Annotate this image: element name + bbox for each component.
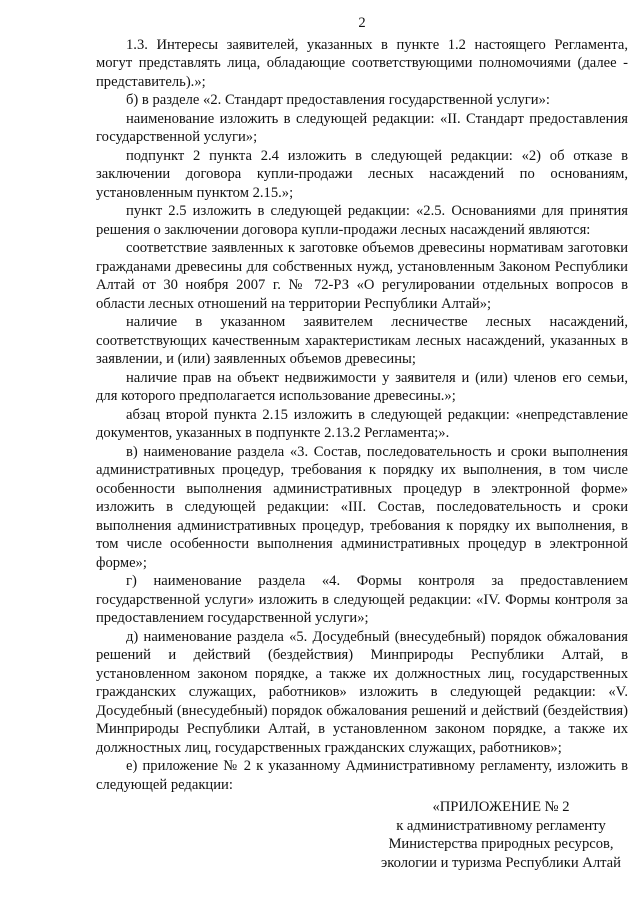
paragraph-section-2: б) в разделе «2. Стандарт предоставления государственной услуги»: [126,92,550,108]
paragraph-1-3: 1.3. Интересы заявителей, указанных в пункте 1.2 настоящего Регламента, могут представлять лица, обладающие соответствующими полномочиями (далее - представитель).»; [96,36,628,90]
paragraph-point-2-15: абзац второй пункта 2.15 изложить в следующей редакции: «непредставление документов, указанных в подпункте 2.13.2 Регламента;». [96,406,628,441]
appendix-line-4: экологии и туризма Республики Алтай [381,854,621,871]
paragraph-subpoint-2-4: подпункт 2 пункта 2.4 изложить в следующей редакции: «2) об отказе в заключении договора купли-продажи лесных насаждений по основаниям, установленным пунктом 2.15.»; [96,147,628,201]
paragraph-section-4: г) наименование раздела «4. Формы контроля за предоставлением государственной услуги» изложить в следующей редакции: «IV. Формы контроля за предоставлением государственной услуги»; [96,573,628,626]
paragraph-property-rights: наличие прав на объект недвижимости у заявителя и (или) членов его семьи, для которого предполагается использование древесины.»; [96,369,628,404]
appendix-header [374,798,628,872]
appendix-title: «ПРИЛОЖЕНИЕ № 2 [432,799,570,815]
paragraph-appendix-2: е) приложение № 2 к указанному Административному регламенту, изложить в следующей редакции: [96,758,628,793]
document-page [96,14,628,872]
paragraph-wood-volume: соответствие заявленных к заготовке объемов древесины нормативам заготовки гражданами древесины для собственных нужд, установленным Законом Республики Алтай от 30 ноября 2007 г. № 72-РЗ «О регулировании отдельных вопросов в области лесных отношений на территории Республики Алтай»; [96,240,628,312]
appendix-line-2: к административному регламенту [396,817,606,834]
paragraph-section-2-title: наименование изложить в следующей редакции: «II. Стандарт предоставления государственной услуги»; [96,110,628,145]
paragraph-point-2-5: пункт 2.5 изложить в следующей редакции: «2.5. Основаниями для принятия решения о заключении договора купли-продажи лесных насаждений являются: [96,203,628,238]
paragraph-section-5: д) наименование раздела «5. Досудебный (внесудебный) порядок обжалования решений и действий (бездействия) Минприроды Республики Алтай, в установленном законом порядке, а также их должностных лиц, государственных гражданских служащих, работников» изложить в следующей редакции: «V. Досудебный (внесудебный) порядок обжалования решений и действий (бездействия) Минприроды Республики Алтай, в установленном законом порядке, а также их должностных лиц, государственных гражданских служащих, работников»; [96,628,628,756]
paragraph-forest-presence: наличие в указанном заявителем лесничестве лесных насаждений, соответствующих качественным характеристикам лесных насаждений, указанных в заявлении, и (или) заявленных объемов древесины; [96,314,628,367]
page-number: 2 [358,15,366,31]
appendix-line-3: Министерства природных ресурсов, [388,836,614,852]
paragraph-section-3: в) наименование раздела «3. Состав, последовательность и сроки выполнения административных процедур, требования к порядку их выполнения, в том числе особенности выполнения административных процедур в электронной форме» изложить в следующей редакции: «III. Состав, последовательность и сроки выполнения административных процедур, требования к порядку их выполнения, в том числе особенности выполнения административных процедур в электронной форме»; [96,443,628,571]
